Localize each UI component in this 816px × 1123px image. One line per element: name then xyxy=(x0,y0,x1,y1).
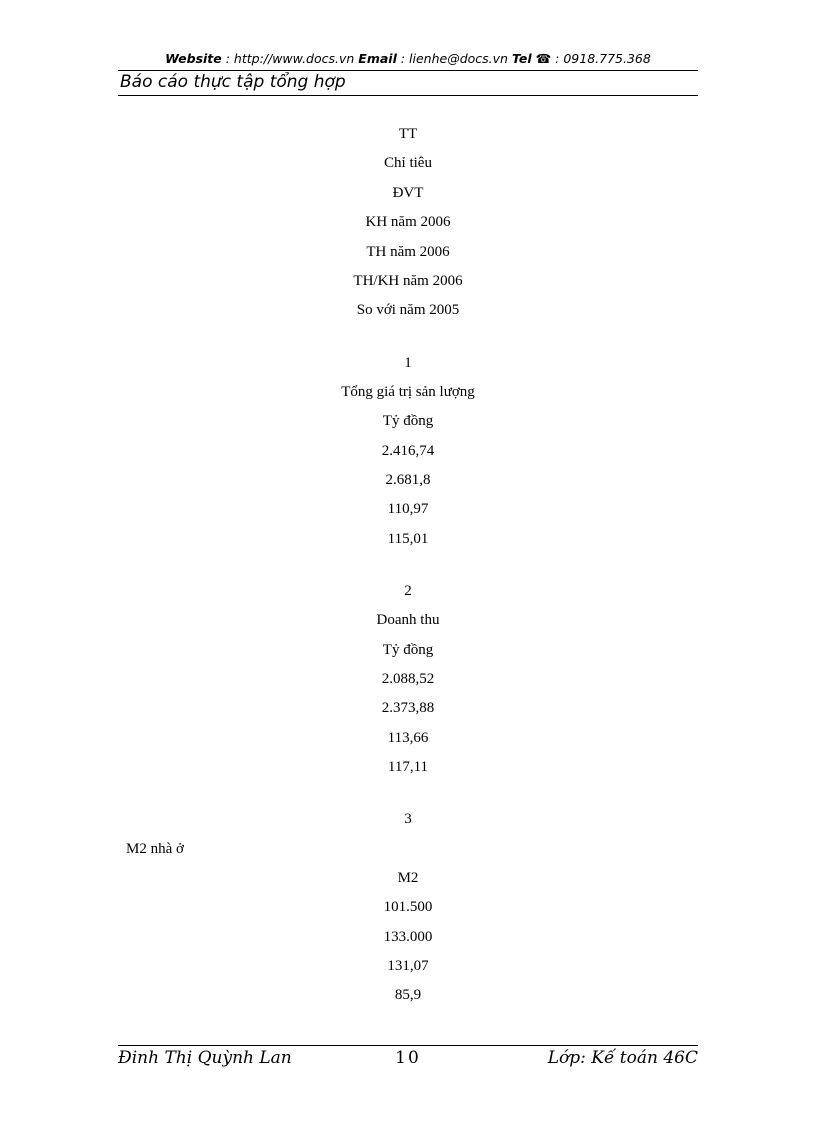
row3-th: 133.000 xyxy=(383,929,433,945)
header-rule-bottom xyxy=(118,95,698,96)
website-label: Website xyxy=(165,51,222,66)
row2-kh: 2.088,52 xyxy=(381,671,435,687)
header-dvt: ĐVT xyxy=(392,185,424,201)
row1-tt: 1 xyxy=(404,355,412,371)
row2-chi-tieu: Doanh thu xyxy=(376,612,440,628)
header-tt: TT xyxy=(398,126,418,142)
header-chi-tieu: Chỉ tiêu xyxy=(384,155,432,171)
footer-rule xyxy=(118,1045,698,1046)
row2-so-voi: 117,11 xyxy=(387,759,429,775)
header-rule-top xyxy=(118,70,698,71)
email-address[interactable]: : lienhe@docs.vn xyxy=(396,51,512,66)
phone-icon: ☎ xyxy=(535,51,552,66)
report-title: Báo cáo thực tập tổng hợp xyxy=(120,72,346,92)
header-th-kh-2006: TH/KH năm 2006 xyxy=(353,273,463,289)
header-kh-2006: KH năm 2006 xyxy=(365,214,451,230)
row1-th: 2.681,8 xyxy=(385,472,431,488)
header-so-voi-2005: So với năm 2005 xyxy=(356,302,460,318)
tel-label: Tel xyxy=(511,51,532,66)
row1-th-kh: 110,97 xyxy=(387,501,429,517)
row2-dvt: Tỷ đồng xyxy=(382,642,434,658)
row1-kh: 2.416,74 xyxy=(381,443,435,459)
row1-so-voi: 115,01 xyxy=(387,531,429,547)
row3-kh: 101.500 xyxy=(383,899,433,915)
row1-chi-tieu: Tổng giá trị sản lượng xyxy=(341,384,475,400)
row1-dvt: Tỷ đồng xyxy=(382,413,434,429)
row2-th: 2.373,88 xyxy=(381,700,435,716)
row3-chi-tieu: M2 nhà ở xyxy=(126,841,184,857)
row3-th-kh: 131,07 xyxy=(387,958,429,974)
footer-page-number: 10 xyxy=(395,1048,421,1068)
footer-class: Lớp: Kế toán 46C xyxy=(547,1048,698,1068)
row3-tt: 3 xyxy=(404,811,412,827)
row3-dvt: M2 xyxy=(397,870,419,886)
header-th-2006: TH năm 2006 xyxy=(366,244,450,260)
row3-so-voi: 85,9 xyxy=(394,987,422,1003)
row2-tt: 2 xyxy=(404,583,412,599)
email-label: Email xyxy=(358,51,397,66)
website-header xyxy=(0,51,816,66)
tel-number: : 0918.775.368 xyxy=(551,51,651,66)
footer-author: Đinh Thị Quỳnh Lan xyxy=(118,1048,292,1068)
row2-th-kh: 113,66 xyxy=(387,730,429,746)
website-url[interactable]: : http://www.docs.vn xyxy=(221,51,359,66)
